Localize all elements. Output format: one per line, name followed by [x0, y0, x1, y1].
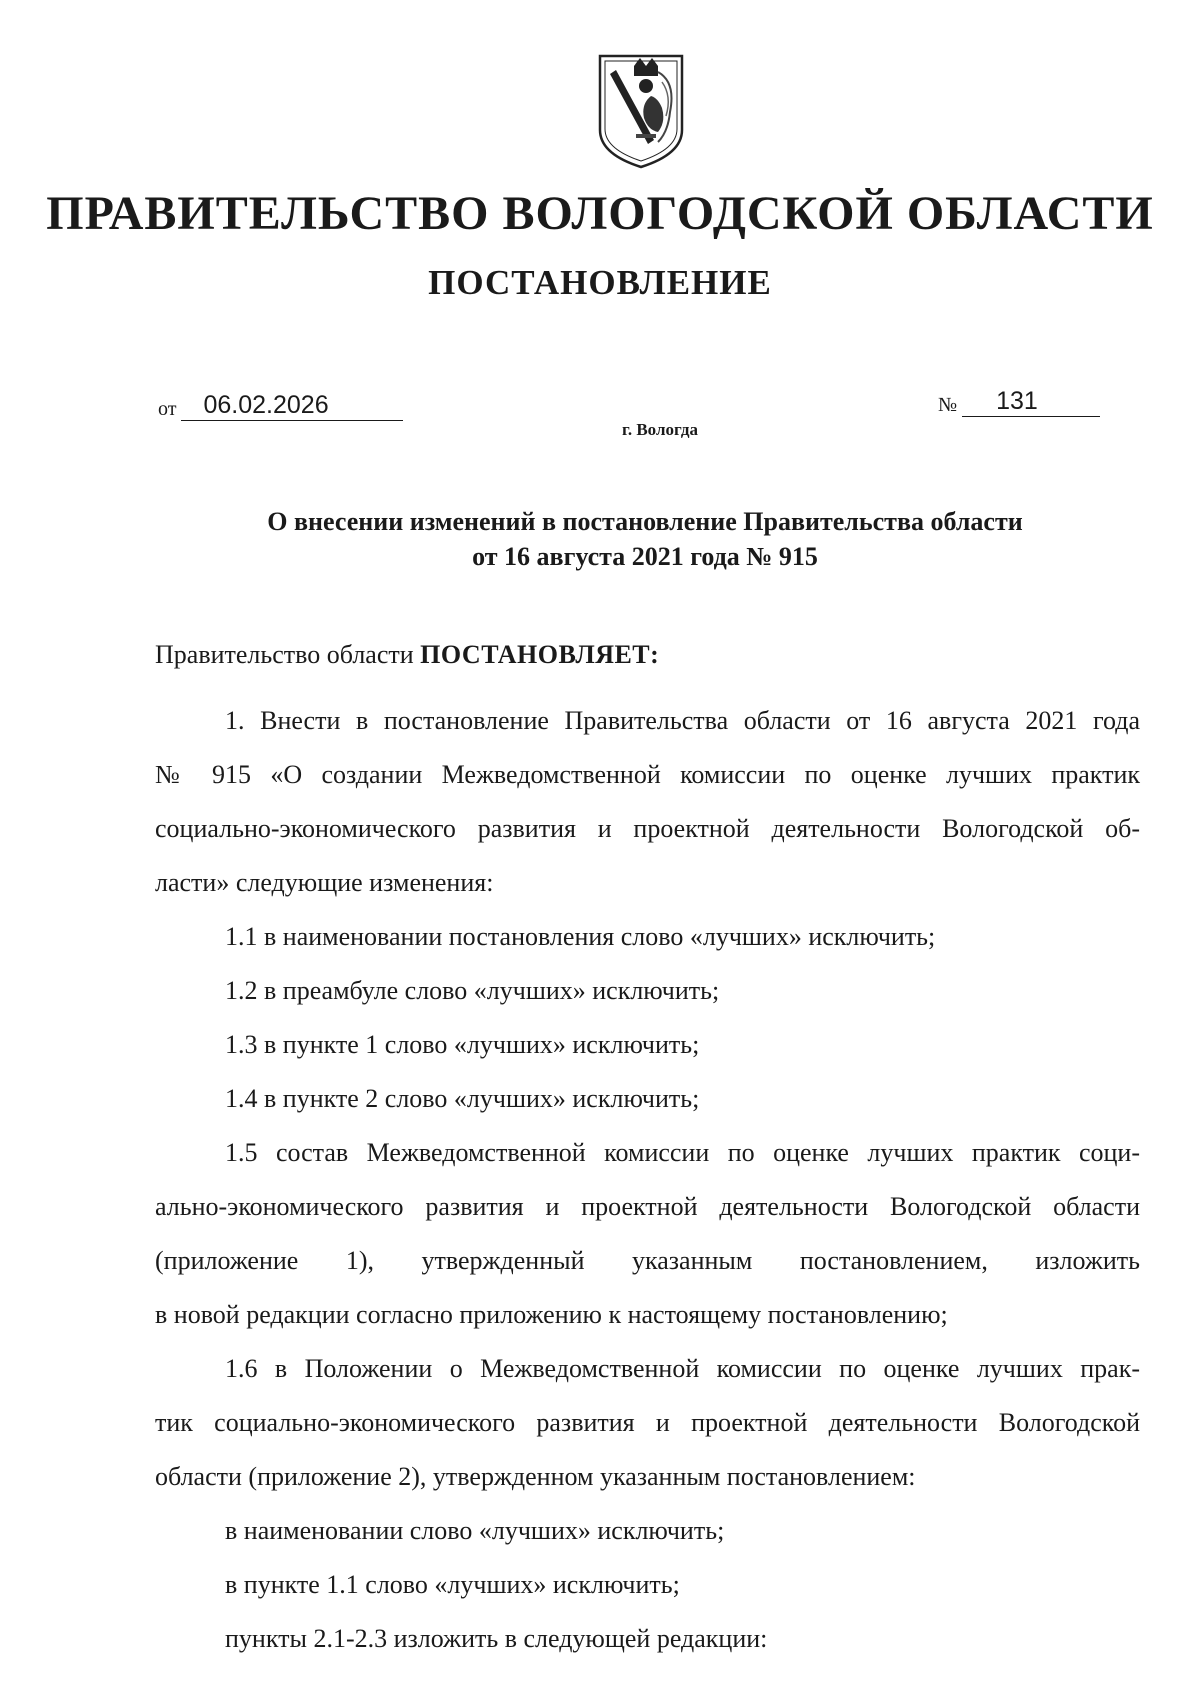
date-label: от — [158, 398, 177, 420]
text-line: в новой редакции согласно приложению к настоящему постановлению; — [155, 1300, 948, 1329]
intro-paragraph — [155, 628, 1140, 682]
text-line: № 915 «О создании Межведомственной комиссии по оценке лучших практик — [155, 760, 1140, 789]
subject-line: от 16 августа 2021 года № 915 — [472, 542, 818, 571]
number-label: № — [938, 394, 958, 416]
paragraph-1-5 — [155, 1126, 1140, 1342]
text-line: 1. Внести в постановление Правительства области от 16 августа 2021 года — [225, 706, 1140, 735]
text-line: тик социально-экономического развития и проектной деятельности Вологодской — [155, 1408, 1140, 1437]
document-body — [155, 628, 1140, 1666]
subject-line: О внесении изменений в постановление Правительства области — [267, 507, 1023, 536]
list-item: 1.2 в преамбуле слово «лучших» исключить; — [225, 976, 720, 1005]
document-type: ПОСТАНОВЛЕНИЕ — [428, 263, 772, 302]
date-row — [158, 390, 403, 421]
sub-list-item: в наименовании слово «лучших» исключить; — [225, 1516, 725, 1545]
coat-of-arms-emblem — [596, 52, 686, 170]
text-line: ально-экономического развития и проектной деятельности Вологодской области — [155, 1192, 1140, 1221]
intro-prefix: Правительство области — [155, 640, 421, 669]
text-line: ласти» следующие изменения: — [155, 868, 494, 897]
text-line: 1.5 состав Межведомственной комиссии по оценке лучших практик соци- — [225, 1138, 1140, 1167]
sub-list-item: в пункте 1.1 слово «лучших» исключить; — [225, 1570, 680, 1599]
sub-list-item: пункты 2.1-2.3 изложить в следующей редакции: — [225, 1624, 768, 1653]
text-line: области (приложение 2), утвержденном указанным постановлением: — [155, 1462, 916, 1491]
document-subject — [0, 504, 1200, 574]
government-title: ПРАВИТЕЛЬСТВО ВОЛОГОДСКОЙ ОБЛАСТИ — [46, 187, 1154, 240]
list-item: 1.3 в пункте 1 слово «лучших» исключить; — [225, 1030, 700, 1059]
intro-decree-word: ПОСТАНОВЛЯЕТ: — [420, 640, 660, 669]
text-line: 1.6 в Положении о Межведомственной комиссии по оценке лучших прак- — [225, 1354, 1140, 1383]
list-item: 1.1 в наименовании постановления слово «лучших» исключить; — [225, 922, 936, 951]
text-line: (приложение 1), утвержденный указанным постановлением, изложить — [155, 1246, 1140, 1275]
paragraph-1-6 — [155, 1342, 1140, 1504]
paragraph-1 — [155, 694, 1140, 910]
list-item: 1.4 в пункте 2 слово «лучших» исключить; — [225, 1084, 700, 1113]
document-number: 131 — [962, 386, 1100, 417]
document-date: 06.02.2026 — [181, 390, 403, 421]
text-line: социально-экономического развития и проектной деятельности Вологодской об- — [155, 814, 1140, 843]
number-row — [938, 386, 1100, 417]
city-name: г. Вологда — [622, 420, 698, 439]
